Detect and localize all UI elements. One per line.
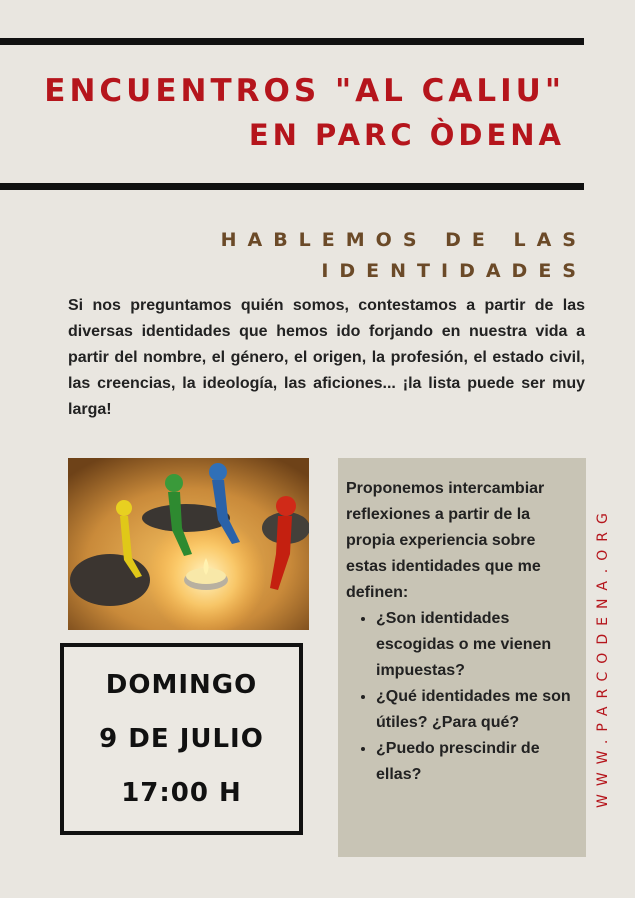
top-rule	[0, 38, 584, 45]
venue-title: EN PARC ÒDENA	[248, 118, 565, 152]
question-item: • ¿Qué identidades me son útiles? ¿Para qué?	[376, 684, 578, 736]
event-day: DOMINGO	[105, 670, 258, 700]
topic-title-line1: HABLEMOS DE LAS	[220, 229, 587, 251]
question-item: • ¿Son identidades escogidas o me vienen impuestas?	[376, 606, 578, 684]
website-url: WWW.PARCODENA.ORG	[595, 505, 611, 808]
event-date: 9 DE JULIO	[99, 724, 264, 754]
figures-candle-photo	[68, 458, 309, 630]
event-time: 17:00 H	[121, 778, 242, 808]
questions-list	[346, 606, 578, 788]
question-item: • ¿Puedo prescindir de ellas?	[376, 736, 578, 788]
bottom-rule	[0, 183, 584, 190]
intro-paragraph: Si nos preguntamos quién somos, contestamos a partir de las diversas identidades que hemos ido forjando en nuestra vida a partir del nombre, el género, el origen, la profesión, el estado civil, las creencias, la ideología, las aficiones... ¡la lista puede ser muy larga!	[68, 297, 585, 418]
proposal-intro: Proponemos intercambiar reflexiones a partir de la propia experiencia sobre estas identidades que me definen:	[346, 480, 545, 601]
event-date-box	[60, 643, 303, 835]
proposal-box	[338, 458, 586, 857]
event-series-title: ENCUENTROS "AL CALIU"	[44, 73, 565, 109]
topic-title-line2: IDENTIDADES	[321, 260, 587, 282]
